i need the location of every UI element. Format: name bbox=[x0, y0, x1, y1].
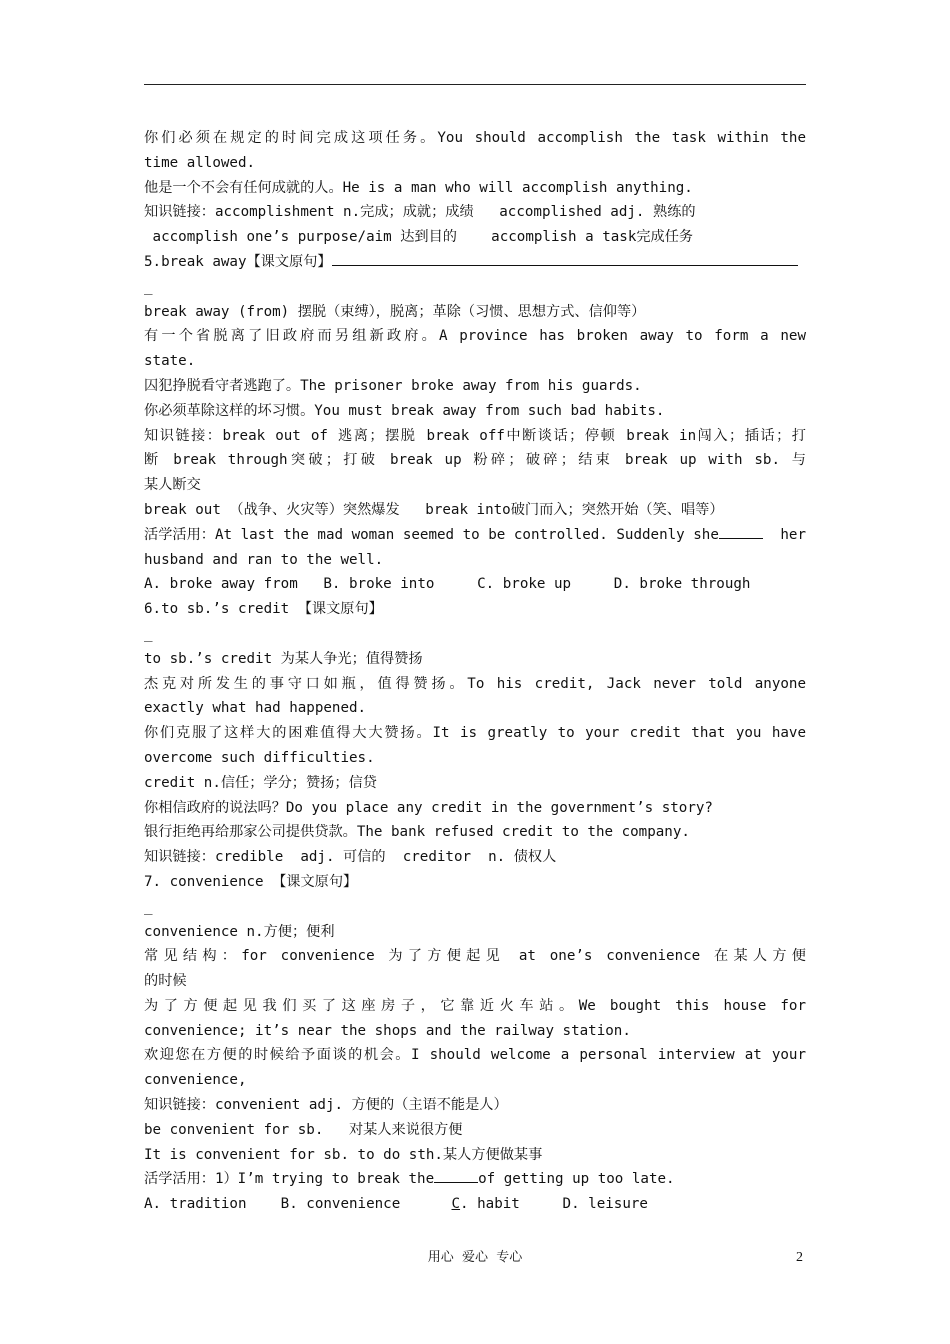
options-line bbox=[144, 1192, 806, 1217]
text-line: exactly what had happened. bbox=[144, 700, 367, 717]
text-line: 知识链接：break out of 逃离；摆脱 break off中断谈话；停顿 break in闯入；插话；打 bbox=[144, 427, 806, 444]
text-line: time allowed. bbox=[144, 154, 256, 171]
text-line: It is convenient for sb. to do sth.某人方便做某事 bbox=[144, 1146, 543, 1163]
footer-motto: 用心 爱心 专心 bbox=[427, 1250, 523, 1265]
text-line: 欢迎您在方便的时候给予面谈的机会。I should welcome a personal interview at your bbox=[144, 1047, 806, 1064]
exercise-text: 活学活用：At last the mad woman seemed to be controlled. Suddenly she bbox=[144, 526, 719, 543]
fill-blank-line bbox=[332, 251, 798, 266]
text-line: _ bbox=[144, 278, 153, 295]
exercise-text-end: her bbox=[780, 526, 806, 543]
exercise-line bbox=[144, 1167, 806, 1192]
text-line: accomplish one’s purpose/aim 达到目的 accomplish a task完成任务 bbox=[144, 229, 694, 246]
text-line: husband and ran to the well. bbox=[144, 551, 384, 568]
exercise-text: 活学活用：1）I’m trying to break the bbox=[144, 1171, 435, 1188]
exercise-line bbox=[144, 523, 806, 548]
text-line: 银行拒绝再给那家公司提供贷款。The bank refused credit to the company. bbox=[144, 824, 690, 841]
text-line: 的时候 bbox=[144, 973, 187, 990]
answer-blank bbox=[434, 1169, 478, 1183]
text-line: convenience n.方便；便利 bbox=[144, 923, 335, 940]
text-line: 知识链接：accomplishment n.完成；成就；成绩 accomplished adj. 熟练的 bbox=[144, 204, 696, 221]
text-line: 知识链接：convenient adj. 方便的（主语不能是人） bbox=[144, 1097, 508, 1114]
text-line: 囚犯挣脱看守者逃跑了。The prisoner broke away from his guards. bbox=[144, 377, 642, 394]
text-line: 他是一个不会有任何成就的人。He is a man who will accomplish anything. bbox=[144, 179, 693, 196]
text-line: 你们克服了这样大的困难值得大大赞扬。It is greatly to your credit that you have bbox=[144, 725, 806, 742]
text-line: overcome such difficulties. bbox=[144, 749, 375, 766]
page-footer bbox=[0, 1248, 950, 1268]
text-line: state. bbox=[144, 353, 196, 370]
text-line: 某人断交 bbox=[144, 477, 201, 494]
text-line: 你必须革除这样的坏习惯。You must break away from such bad habits. bbox=[144, 402, 665, 419]
text-line: 知识链接：credible adj. 可信的 creditor n. 债权人 bbox=[144, 849, 557, 866]
section-heading-7: 7. convenience 【课文原句】 bbox=[144, 873, 358, 890]
text-line: convenience; it’s near the shops and the railway station. bbox=[144, 1022, 631, 1039]
text-line: 为了方便起见我们买了这座房子，它靠近火车站。We bought this house for bbox=[144, 997, 806, 1014]
option-text: A. tradition B. convenience bbox=[144, 1196, 452, 1213]
header-rule bbox=[144, 84, 806, 85]
exercise-text-end: of getting up too late. bbox=[478, 1171, 675, 1188]
text-line: 你相信政府的说法吗？Do you place any credit in the government’s story? bbox=[144, 799, 713, 816]
section-heading-6: 6.to sb.’s credit 【课文原句】 bbox=[144, 601, 383, 618]
text-line: break away (from) 摆脱（束缚），脱离；革除（习惯、思想方式、信仰等） bbox=[144, 303, 646, 320]
text-line: convenience, bbox=[144, 1072, 247, 1089]
text-line: 断 break through突破；打破 break up 粉碎；破碎；结束 break up with sb. 与 bbox=[144, 452, 806, 469]
section-heading-5 bbox=[144, 250, 806, 275]
answer-mark: C bbox=[451, 1196, 461, 1213]
text-line: 有一个省脱离了旧政府而另组新政府。A province has broken away to form a new bbox=[144, 328, 806, 345]
text-line: _ bbox=[144, 625, 153, 642]
text-line: _ bbox=[144, 898, 153, 915]
answer-blank bbox=[719, 525, 763, 539]
text-line: be convenient for sb. 对某人来说很方便 bbox=[144, 1121, 463, 1138]
text-line: credit n.信任；学分；赞扬；信贷 bbox=[144, 774, 377, 791]
text-line: 常见结构：for convenience 为了方便起见 at one’s convenience 在某人方便 bbox=[144, 948, 806, 965]
text-line: 你们必须在规定的时间完成这项任务。You should accomplish the task within the bbox=[144, 130, 806, 146]
text-line: to sb.’s credit 为某人争光；值得赞扬 bbox=[144, 650, 423, 667]
text-line: 杰克对所发生的事守口如瓶，值得赞扬。To his credit, Jack never told anyone bbox=[144, 675, 806, 692]
options-line: A. broke away from B. broke into C. broke up D. broke through bbox=[144, 576, 751, 593]
document-body bbox=[144, 126, 806, 1217]
text-line: break out （战争、火灾等）突然爆发 break into破门而入；突然开始（笑、唱等） bbox=[144, 501, 724, 518]
page-number: 2 bbox=[796, 1250, 803, 1265]
option-text: . habit D. leisure bbox=[460, 1196, 648, 1213]
heading-text: 5.break away【课文原句】 bbox=[144, 253, 332, 270]
